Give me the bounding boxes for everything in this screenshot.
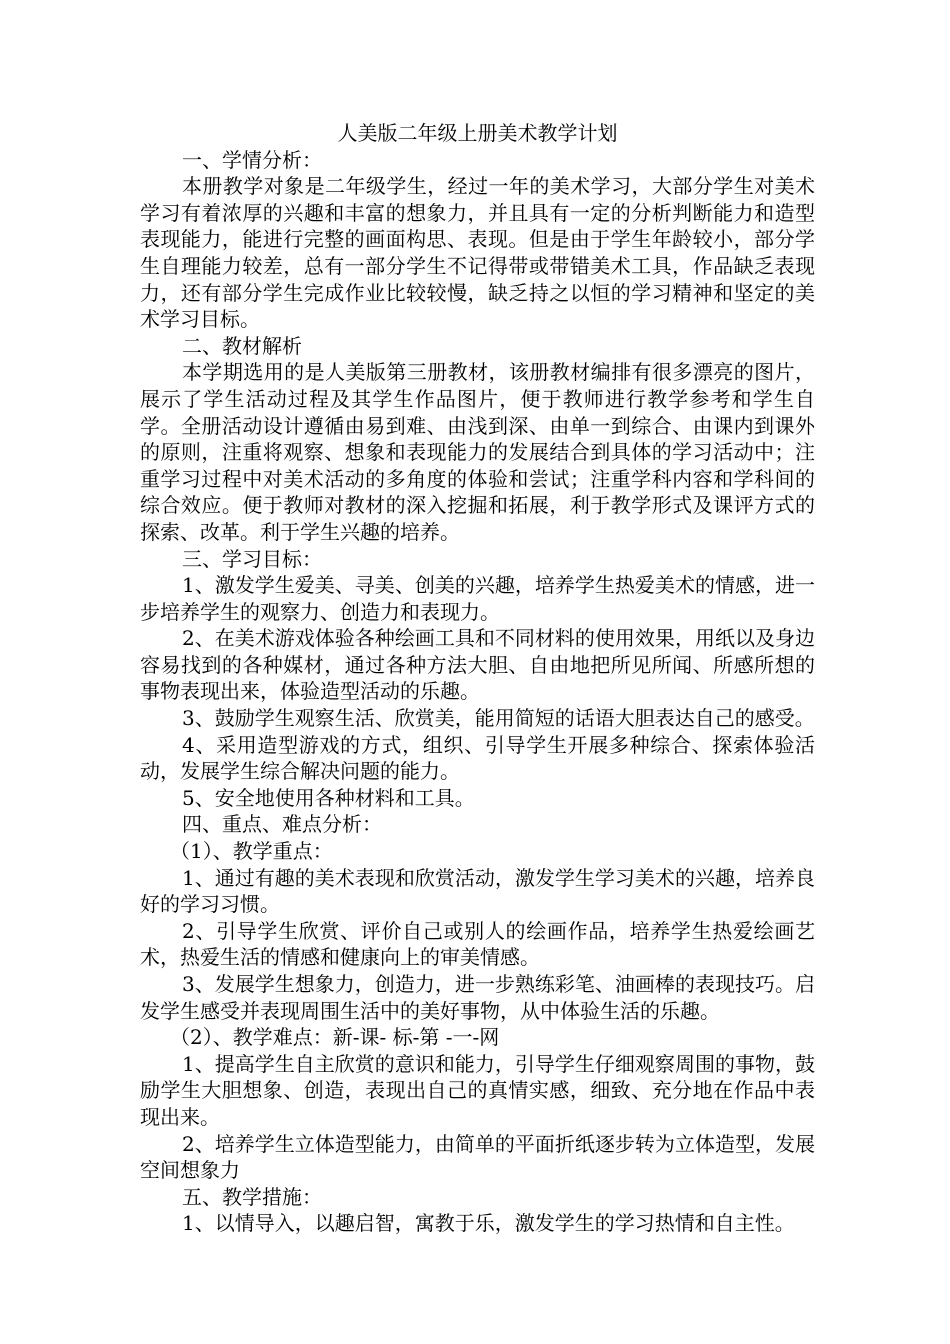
difficulty-item: 2、培养学生立体造型能力，由简单的平面折纸逐步转为立体造型，发展空间想象力 xyxy=(140,1131,815,1183)
subheading-teaching-focus: （1）、教学重点： xyxy=(170,839,333,864)
focus-item: 2、引导学生欣赏、评价自己或别人的绘画作品，培养学生热爱绘画艺术，热爱生活的情感和健康向上的审美情感。 xyxy=(140,918,815,970)
paragraph-textbook-analysis: 本学期选用的是人美版第三册教材，该册教材编排有很多漂亮的图片，展示了学生活动过程及其学生作品图片，便于教师进行教学参考和学生自学。全册活动设计遵循由易到难、由浅到深、由单一到综合、由课内到课外的原则，注重将观察、想象和表现能力的发展结合到具体的学习活动中；注重学习过程中对美术活动的多角度的体验和尝试；注重学科内容和学科间的综合效应。便于教师对教材的深入挖掘和拓展，利于教学形式及课评方式的探索、改革。利于学生兴趣的培养。 xyxy=(140,360,815,544)
section-heading-teaching-measures: 五、教学措施： xyxy=(182,1184,322,1209)
focus-item: 3、发展学生想象力，创造力，进一步熟练彩笔、油画棒的表现技巧。启发学生感受并表现周围生活中的美好事物，从中体验生活的乐趣。 xyxy=(140,972,815,1023)
paragraph-learning-analysis: 本册教学对象是二年级学生，经过一年的美术学习，大部分学生对美术学习有着浓厚的兴趣和丰富的想象力，并且具有一定的分析判断能力和造型表现能力，能进行完整的画面构思、表现。但是由于学生年龄较小，部分学生自理能力较差，总有一部分学生不记得带或带错美术工具，作品缺乏表现力，还有部分学生完成作业比较较慢，缺乏持之以恒的学习精神和坚定的美术学习目标。 xyxy=(140,174,815,332)
document-title: 人美版二年级上册美术教学计划 xyxy=(337,121,618,145)
subheading-teaching-difficulty: （2）、教学难点：新-课- 标-第 -一-网 xyxy=(170,1025,500,1050)
goal-item: 1、激发学生爱美、寻美、创美的兴趣，培养学生热爱美术的情感，进一步培养学生的观察力、创造力和表现力。 xyxy=(140,573,815,624)
goal-item: 2、在美术游戏体验各种绘画工具和不同材料的使用效果，用纸以及身边容易找到的各种媒材，通过各种方法大胆、自由地把所见所闻、所感所想的事物表现出来，体验造型活动的乐趣。 xyxy=(140,626,815,704)
document-body xyxy=(140,120,815,1237)
section-heading-textbook-analysis: 二、教材解析 xyxy=(182,333,302,358)
focus-item: 1、通过有趣的美术表现和欣赏活动，激发学生学习美术的兴趣，培养良好的学习习惯。 xyxy=(140,865,815,917)
measure-item: 1、以情导入，以趣启智，寓教于乐，激发学生的学习热情和自主性。 xyxy=(182,1211,795,1236)
section-heading-key-points: 四、重点、难点分析： xyxy=(182,812,382,837)
section-heading-learning-goals: 三、学习目标： xyxy=(182,546,322,571)
goal-item: 4、采用造型游戏的方式，组织、引导学生开展多种综合、探索体验活动，发展学生综合解决问题的能力。 xyxy=(140,732,815,784)
goal-item: 3、鼓励学生观察生活、欣赏美，能用简短的话语大胆表达自己的感受。 xyxy=(182,706,815,731)
section-heading-learning-analysis: 一、学情分析： xyxy=(182,147,322,172)
goal-item: 5、安全地使用各种材料和工具。 xyxy=(182,785,475,810)
difficulty-item: 1、提高学生自主欣赏的意识和能力，引导学生仔细观察周围的事物，鼓励学生大胆想象、创造，表现出自己的真情实感，细致、充分地在作品中表现出来。 xyxy=(140,1051,815,1129)
